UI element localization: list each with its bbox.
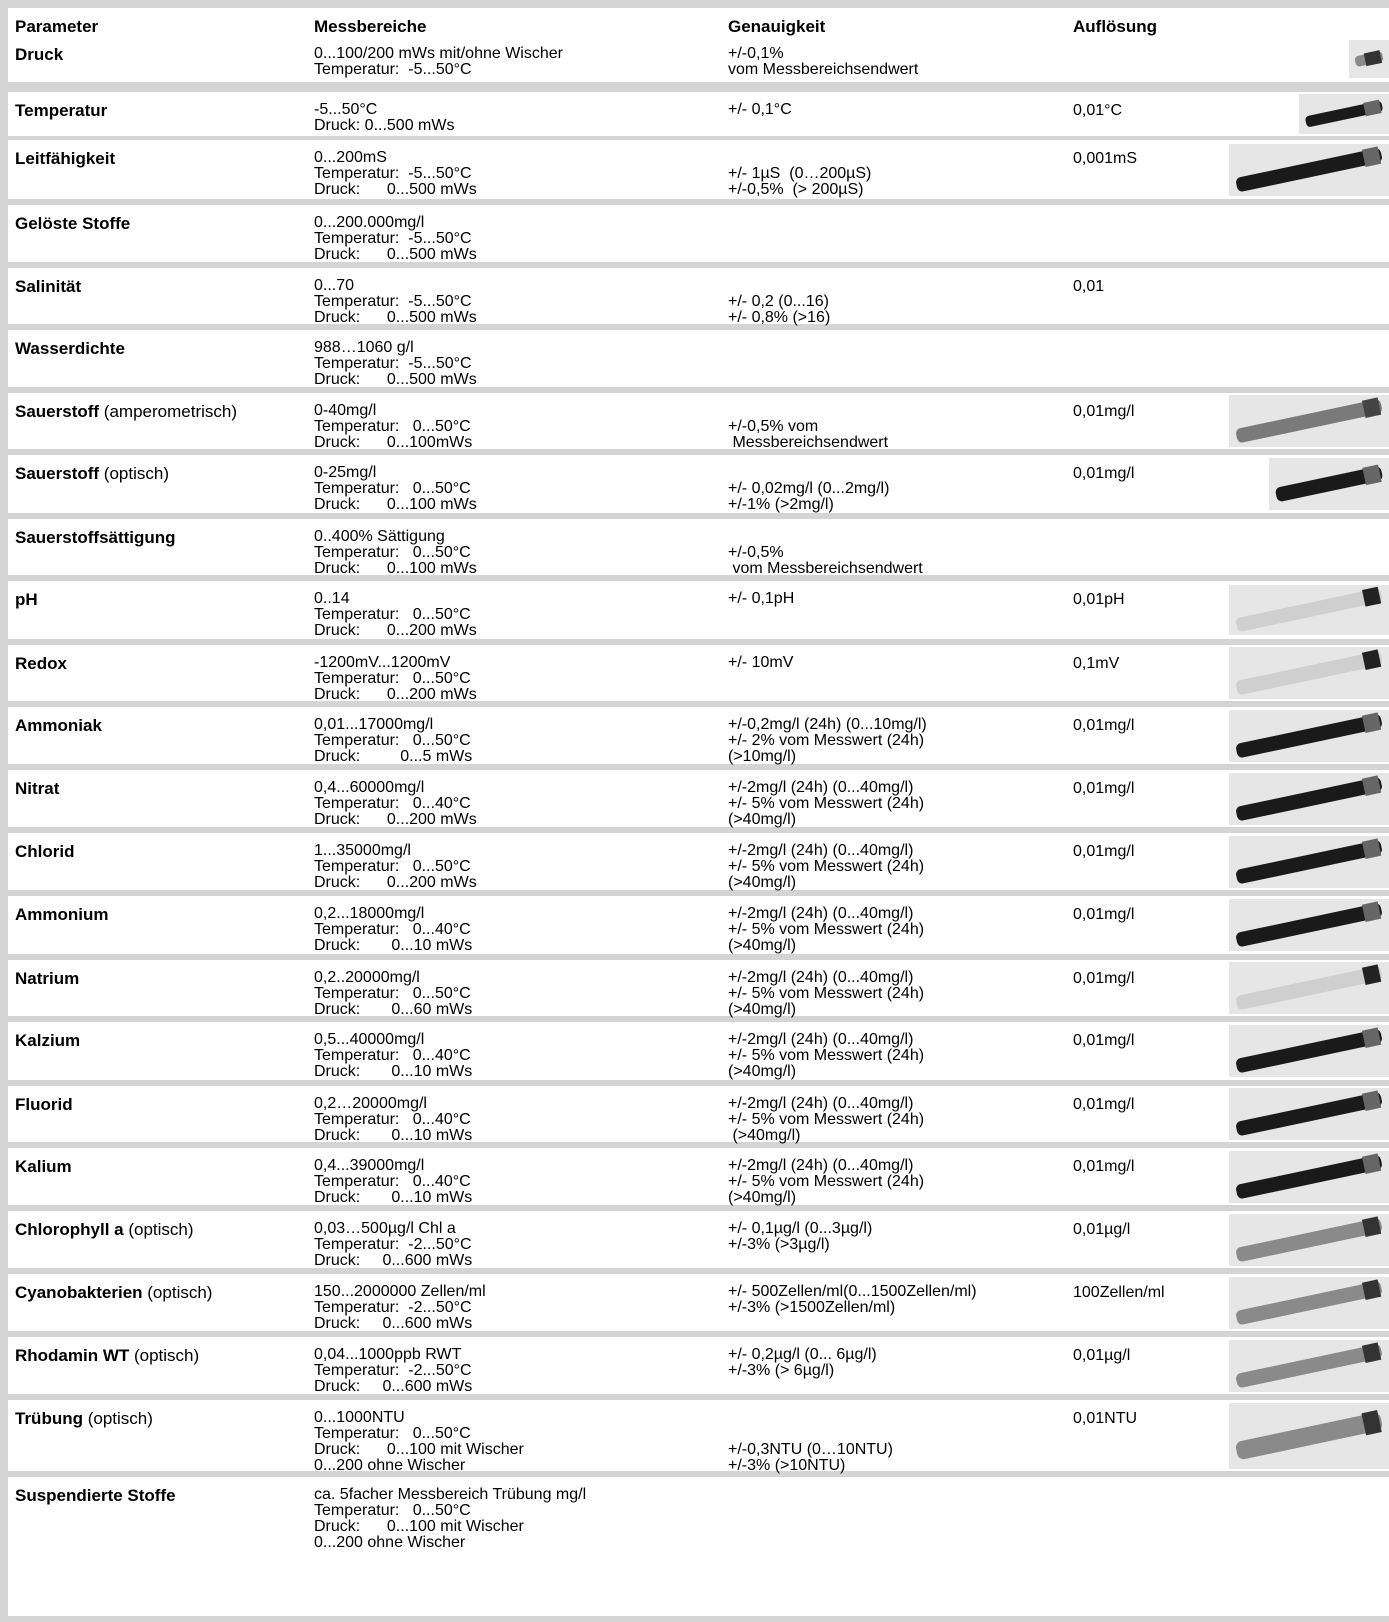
accuracy xyxy=(728,268,1058,326)
range-line: Druck: 0...100 mit Wischer xyxy=(314,1441,524,1458)
range-line: Druck: 0...200 mWs xyxy=(314,811,477,828)
parameter-name xyxy=(15,770,295,798)
parameter-qualifier: (optisch) xyxy=(82,1409,153,1428)
range-line: Druck: 0...200 mWs xyxy=(314,622,477,639)
parameter-label: Temperatur xyxy=(15,101,108,120)
table-row xyxy=(8,1211,1389,1268)
range-line: 0...200.000mg/l xyxy=(314,214,425,231)
parameter-label: Kalzium xyxy=(15,1031,81,1050)
range-line: -1200mV...1200mV xyxy=(314,654,451,671)
parameter-label: Suspendierte Stoffe xyxy=(15,1486,176,1505)
accuracy-line: +/- 5% vom Messwert (24h) xyxy=(728,858,925,875)
calcium-sensor-icon xyxy=(1229,1025,1389,1077)
chloride-sensor-icon xyxy=(1229,836,1389,888)
accuracy xyxy=(728,1477,1058,1487)
parameter-name xyxy=(15,1086,295,1114)
accuracy-line: +/-2mg/l (24h) (0...40mg/l) xyxy=(728,1031,914,1048)
parameter-name xyxy=(15,960,295,988)
range-line: 988…1060 g/l xyxy=(314,339,414,356)
measuring-range xyxy=(314,36,714,78)
resolution xyxy=(1073,330,1223,340)
parameter-name xyxy=(15,455,295,483)
range-line: Temperatur: 0...50°C xyxy=(314,418,471,435)
range-line: 0,2..20000mg/l xyxy=(314,969,420,986)
range-line: Temperatur: 0...50°C xyxy=(314,670,471,687)
parameter-name xyxy=(15,1148,295,1176)
header-parameter: Parameter xyxy=(15,17,99,36)
accuracy xyxy=(728,140,1058,198)
table-row xyxy=(8,1337,1389,1394)
header-accuracy: Genauigkeit xyxy=(728,17,826,36)
range-line: Temperatur: 0...40°C xyxy=(314,795,471,812)
measuring-range xyxy=(314,960,714,1018)
parameter-qualifier: (optisch) xyxy=(99,464,169,483)
parameter-qualifier: (amperometrisch) xyxy=(99,402,237,421)
range-line: 0...200 ohne Wischer xyxy=(314,1534,466,1551)
parameter-name xyxy=(15,1477,295,1505)
range-line: Druck: 0...500 mWs xyxy=(314,181,477,198)
range-line: Druck: 0...600 mWs xyxy=(314,1252,473,1269)
range-line: 0,4...60000mg/l xyxy=(314,779,425,796)
range-line: Temperatur: 0...50°C xyxy=(314,1502,471,1519)
accuracy-line: +/-0,5% (> 200µS) xyxy=(728,181,864,198)
accuracy-line: Messbereichsendwert xyxy=(728,434,889,451)
table-row xyxy=(8,581,1389,639)
table-row xyxy=(8,707,1389,764)
accuracy xyxy=(728,92,1058,118)
resolution: 0,001mS xyxy=(1073,150,1138,167)
range-line: Temperatur: 0...50°C xyxy=(314,1425,471,1442)
accuracy-line: +/- 5% vom Messwert (24h) xyxy=(728,921,925,938)
resolution: 0,01mg/l xyxy=(1073,465,1135,482)
range-line: Temperatur: 0...40°C xyxy=(314,1111,471,1128)
range-line: 0...70 xyxy=(314,277,355,294)
range-line: 0,04...1000ppb RWT xyxy=(314,1346,462,1363)
accuracy xyxy=(728,36,1058,78)
cyanobacteria-sensor-icon xyxy=(1229,1277,1389,1329)
accuracy xyxy=(728,1337,1058,1379)
accuracy-line: +/- 0,02mg/l (0...2mg/l) xyxy=(728,480,890,497)
range-line: 0...200mS xyxy=(314,149,387,166)
turbidity-sensor-icon xyxy=(1229,1403,1389,1469)
resolution: 0,01NTU xyxy=(1073,1410,1138,1427)
table-header xyxy=(8,8,1389,36)
range-line: 0-40mg/l xyxy=(314,402,377,419)
range-line: Temperatur: 0...50°C xyxy=(314,480,471,497)
fluoride-sensor-icon xyxy=(1229,1088,1389,1140)
parameter-name xyxy=(15,1400,295,1428)
resolution: 0,01mg/l xyxy=(1073,1096,1135,1113)
table-row xyxy=(8,519,1389,575)
accuracy xyxy=(728,1400,1058,1474)
table-row xyxy=(8,1400,1389,1474)
resolution: 0,01mg/l xyxy=(1073,780,1135,797)
range-line: 0...200 ohne Wischer xyxy=(314,1457,466,1474)
accuracy xyxy=(728,707,1058,765)
accuracy-line: +/- 2% vom Messwert (24h) xyxy=(728,732,925,749)
measuring-range xyxy=(314,205,714,263)
range-line: ca. 5facher Messbereich Trübung mg/l xyxy=(314,1486,587,1503)
range-line: Temperatur: -5...50°C xyxy=(314,61,472,78)
accuracy-line: +/- 5% vom Messwert (24h) xyxy=(728,985,925,1002)
accuracy-line: +/-3% (>10NTU) xyxy=(728,1457,846,1474)
temperature-sensor-icon xyxy=(1299,94,1389,134)
parameter-name xyxy=(15,519,295,547)
range-line: Temperatur: 0...50°C xyxy=(314,544,471,561)
parameter-name xyxy=(15,140,295,168)
conductivity-sensor-icon xyxy=(1229,144,1389,196)
accuracy-line: +/- 5% vom Messwert (24h) xyxy=(728,1047,925,1064)
accuracy-line: (>40mg/l) xyxy=(728,874,797,891)
range-line: Druck: 0...100 mit Wischer xyxy=(314,1518,524,1535)
measuring-range xyxy=(314,896,714,954)
measuring-range xyxy=(314,1274,714,1332)
measuring-range xyxy=(314,770,714,828)
parameter-label: Redox xyxy=(15,654,67,673)
parameter-name xyxy=(15,707,295,735)
resolution: 0,01mg/l xyxy=(1073,843,1135,860)
resolution xyxy=(1073,519,1223,529)
table-row xyxy=(8,1022,1389,1080)
resolution: 100Zellen/ml xyxy=(1073,1284,1165,1301)
range-line: Druck: 0...500 mWs xyxy=(314,371,477,388)
measuring-range xyxy=(314,1148,714,1206)
measuring-range xyxy=(314,707,714,765)
parameter-name xyxy=(15,268,295,296)
range-line: 0...100/200 mWs mit/ohne Wischer xyxy=(314,45,563,62)
parameter-name xyxy=(15,92,295,120)
accuracy xyxy=(728,455,1058,513)
measuring-range xyxy=(314,833,714,891)
resolution: 0,01°C xyxy=(1073,102,1123,119)
accuracy-line: +/-2mg/l (24h) (0...40mg/l) xyxy=(728,779,914,796)
range-line: Druck: 0...600 mWs xyxy=(314,1378,473,1395)
accuracy-line: +/- 10mV xyxy=(728,654,794,671)
resolution: 0,01mg/l xyxy=(1073,1158,1135,1175)
pressure-sensor-icon xyxy=(1349,40,1389,78)
accuracy-line: +/- 0,1pH xyxy=(728,590,795,607)
accuracy-line: +/- 0,2 (0...16) xyxy=(728,293,829,310)
parameter-label: Sauerstoff xyxy=(15,402,100,421)
table-row xyxy=(8,140,1389,199)
resolution: 0,01mg/l xyxy=(1073,906,1135,923)
header-range: Messbereiche xyxy=(314,17,427,36)
range-line: 1...35000mg/l xyxy=(314,842,411,859)
measuring-range xyxy=(314,1022,714,1080)
accuracy xyxy=(728,519,1058,577)
accuracy-line: +/- 1µS (0…200µS) xyxy=(728,165,872,182)
range-line: 0,03…500µg/l Chl a xyxy=(314,1220,456,1237)
accuracy-line: (>40mg/l) xyxy=(728,937,797,954)
measuring-range xyxy=(314,1086,714,1144)
parameter-name xyxy=(15,833,295,861)
range-line: 150...2000000 Zellen/ml xyxy=(314,1283,486,1300)
range-line: 0,01...17000mg/l xyxy=(314,716,434,733)
range-line: Druck: 0...10 mWs xyxy=(314,1127,473,1144)
parameter-label: Nitrat xyxy=(15,779,60,798)
accuracy xyxy=(728,960,1058,1018)
parameter-name xyxy=(15,1337,295,1365)
nitrate-sensor-icon xyxy=(1229,773,1389,825)
accuracy-line: +/- 5% vom Messwert (24h) xyxy=(728,1173,925,1190)
resolution: 0,01mg/l xyxy=(1073,403,1135,420)
table-row xyxy=(8,36,1389,82)
table-row xyxy=(8,645,1389,701)
measuring-range xyxy=(314,581,714,639)
parameter-qualifier: (optisch) xyxy=(129,1346,200,1365)
parameter-name xyxy=(15,393,295,421)
range-line: Temperatur: -2...50°C xyxy=(314,1236,472,1253)
range-line: Temperatur: -5...50°C xyxy=(314,293,472,310)
accuracy-line: +/-0,5% vom xyxy=(728,418,819,435)
parameter-label: Natrium xyxy=(15,969,80,988)
accuracy-line: +/-1% (>2mg/l) xyxy=(728,496,834,513)
accuracy-line: +/-3% (> 6µg/l) xyxy=(728,1362,835,1379)
accuracy-line: +/-3% (>1500Zellen/ml) xyxy=(728,1299,896,1316)
range-line: Druck: 0...600 mWs xyxy=(314,1315,473,1332)
accuracy xyxy=(728,645,1058,671)
accuracy-line: +/- 5% vom Messwert (24h) xyxy=(728,795,925,812)
resolution xyxy=(1073,1477,1223,1487)
oxygen-optical-sensor-icon xyxy=(1269,458,1389,510)
accuracy-line: +/- 0,2µg/l (0... 6µg/l) xyxy=(728,1346,877,1363)
table-row xyxy=(8,268,1389,324)
parameter-name xyxy=(15,1022,295,1050)
parameter-label: Chlorophyll a xyxy=(15,1220,124,1239)
rhodamine-sensor-icon xyxy=(1229,1340,1389,1392)
parameter-name xyxy=(15,205,295,233)
accuracy-line: (>40mg/l) xyxy=(728,1189,797,1206)
accuracy-line: +/- 0,8% (>16) xyxy=(728,309,831,326)
resolution xyxy=(1073,36,1223,46)
accuracy xyxy=(728,896,1058,954)
accuracy-line: +/- 500Zellen/ml(0...1500Zellen/ml) xyxy=(728,1283,977,1300)
resolution: 0,1mV xyxy=(1073,655,1120,672)
parameter-label: Sauerstoff xyxy=(15,464,100,483)
accuracy xyxy=(728,1086,1058,1144)
accuracy xyxy=(728,1022,1058,1080)
redox-sensor-icon xyxy=(1229,647,1389,699)
table-row xyxy=(8,770,1389,827)
resolution: 0,01mg/l xyxy=(1073,970,1135,987)
range-line: Temperatur: 0...50°C xyxy=(314,858,471,875)
range-line: Druck: 0...500 mWs xyxy=(314,309,477,326)
accuracy xyxy=(728,1274,1058,1316)
resolution: 0,01µg/l xyxy=(1073,1347,1131,1364)
table-row xyxy=(8,1274,1389,1331)
parameter-label: Rhodamin WT xyxy=(15,1346,130,1365)
parameter-label: Leitfähigkeit xyxy=(15,149,116,168)
accuracy-line: +/-0,3NTU (0…10NTU) xyxy=(728,1441,893,1458)
accuracy xyxy=(728,833,1058,891)
range-line: Temperatur: -5...50°C xyxy=(314,355,472,372)
range-line: 0,2…20000mg/l xyxy=(314,1095,427,1112)
table-row xyxy=(8,455,1389,513)
measuring-range xyxy=(314,330,714,388)
parameter-qualifier: (optisch) xyxy=(123,1220,194,1239)
parameter-name xyxy=(15,1274,295,1302)
range-line: Druck: 0...100mWs xyxy=(314,434,473,451)
accuracy-line: (>40mg/l) xyxy=(728,1001,797,1018)
table-row xyxy=(8,1148,1389,1205)
range-line: 0..400% Sättigung xyxy=(314,528,445,545)
table-row xyxy=(8,1477,1389,1616)
parameter-label: Salinität xyxy=(15,277,82,296)
table-row xyxy=(8,1086,1389,1142)
range-line: 0..14 xyxy=(314,590,350,607)
range-line: Temperatur: -5...50°C xyxy=(314,165,472,182)
accuracy-line: +/-2mg/l (24h) (0...40mg/l) xyxy=(728,969,914,986)
range-line: 0-25mg/l xyxy=(314,464,377,481)
range-line: Druck: 0...500 mWs xyxy=(314,117,455,134)
accuracy-line: +/-2mg/l (24h) (0...40mg/l) xyxy=(728,842,914,859)
accuracy xyxy=(728,1148,1058,1206)
ph-sensor-icon xyxy=(1229,585,1389,635)
table-row xyxy=(8,330,1389,387)
parameter-label: Wasserdichte xyxy=(15,339,125,358)
parameter-label: Druck xyxy=(15,45,64,64)
accuracy xyxy=(728,330,1058,340)
parameter-name xyxy=(15,581,295,609)
parameter-name xyxy=(15,330,295,358)
accuracy-line: +/- 0,1µg/l (0...3µg/l) xyxy=(728,1220,873,1237)
parameter-label: Fluorid xyxy=(15,1095,73,1114)
accuracy-line: +/- 5% vom Messwert (24h) xyxy=(728,1111,925,1128)
table-row xyxy=(8,833,1389,890)
range-line: Druck: 0...10 mWs xyxy=(314,937,473,954)
range-line: Temperatur: 0...40°C xyxy=(314,1047,471,1064)
accuracy-line: vom Messbereichsendwert xyxy=(728,560,923,577)
range-line: Druck: 0...10 mWs xyxy=(314,1189,473,1206)
parameter-name xyxy=(15,896,295,924)
resolution: 0,01pH xyxy=(1073,591,1125,608)
range-line: Temperatur: 0...40°C xyxy=(314,1173,471,1190)
range-line: Temperatur: 0...40°C xyxy=(314,921,471,938)
measuring-range xyxy=(314,1211,714,1269)
accuracy-line: +/-2mg/l (24h) (0...40mg/l) xyxy=(728,1095,914,1112)
range-line: 0...1000NTU xyxy=(314,1409,405,1426)
header-resolution: Auflösung xyxy=(1073,17,1158,36)
table-row xyxy=(8,960,1389,1016)
accuracy-line: +/-0,5% xyxy=(728,544,784,561)
measuring-range xyxy=(314,268,714,326)
accuracy-line: (>10mg/l) xyxy=(728,748,797,765)
range-line: 0,5...40000mg/l xyxy=(314,1031,425,1048)
parameter-label: Kalium xyxy=(15,1157,72,1176)
parameter-name xyxy=(15,36,295,64)
parameter-label: Cyanobakterien xyxy=(15,1283,143,1302)
accuracy xyxy=(728,205,1058,215)
parameter-label: Ammonium xyxy=(15,905,109,924)
measuring-range xyxy=(314,140,714,198)
parameter-name xyxy=(15,1211,295,1239)
range-line: Druck: 0...100 mWs xyxy=(314,560,477,577)
accuracy-line: (>40mg/l) xyxy=(728,1127,801,1144)
accuracy xyxy=(728,1211,1058,1253)
range-line: Temperatur: 0...50°C xyxy=(314,732,471,749)
range-line: Temperatur: 0...50°C xyxy=(314,985,471,1002)
range-line: Druck: 0...5 mWs xyxy=(314,748,473,765)
parameter-qualifier: (optisch) xyxy=(142,1283,213,1302)
range-line: -5...50°C xyxy=(314,101,378,118)
sodium-sensor-icon xyxy=(1229,962,1389,1014)
table-row xyxy=(8,896,1389,954)
accuracy xyxy=(728,770,1058,828)
table-row xyxy=(8,92,1389,136)
parameter-label: Sauerstoffsättigung xyxy=(15,528,176,547)
chlorophyll-sensor-icon xyxy=(1229,1214,1389,1266)
range-line: Temperatur: -2...50°C xyxy=(314,1362,472,1379)
accuracy-line: +/-3% (>3µg/l) xyxy=(728,1236,830,1253)
potassium-sensor-icon xyxy=(1229,1151,1389,1203)
resolution: 0,01mg/l xyxy=(1073,717,1135,734)
resolution: 0,01µg/l xyxy=(1073,1221,1131,1238)
accuracy-line: +/-2mg/l (24h) (0...40mg/l) xyxy=(728,905,914,922)
range-line: Temperatur: -5...50°C xyxy=(314,230,472,247)
ammonium-sensor-icon xyxy=(1229,899,1389,951)
parameter-label: Gelöste Stoffe xyxy=(15,214,131,233)
measuring-range xyxy=(314,1400,714,1474)
resolution xyxy=(1073,205,1223,215)
resolution: 0,01 xyxy=(1073,278,1105,295)
measuring-range xyxy=(314,455,714,513)
range-line: Druck: 0...200 mWs xyxy=(314,874,477,891)
range-line: Druck: 0...200 mWs xyxy=(314,686,477,703)
measuring-range xyxy=(314,519,714,577)
accuracy xyxy=(728,393,1058,451)
parameter-label: Trübung xyxy=(15,1409,83,1428)
range-line: Druck: 0...10 mWs xyxy=(314,1063,473,1080)
measuring-range xyxy=(314,393,714,451)
resolution: 0,01mg/l xyxy=(1073,1032,1135,1049)
measuring-range xyxy=(314,92,714,134)
oxygen-amperometric-sensor-icon xyxy=(1229,395,1389,447)
parameter-label: Chlorid xyxy=(15,842,75,861)
range-line: Temperatur: -2...50°C xyxy=(314,1299,472,1316)
accuracy-line: (>40mg/l) xyxy=(728,1063,797,1080)
table-row xyxy=(8,205,1389,262)
range-line: Druck: 0...100 mWs xyxy=(314,496,477,513)
accuracy-line: (>40mg/l) xyxy=(728,811,797,828)
accuracy-line: +/-0,1% xyxy=(728,45,784,62)
range-line: Temperatur: 0...50°C xyxy=(314,606,471,623)
range-line: Druck: 0...60 mWs xyxy=(314,1001,473,1018)
ammonia-sensor-icon xyxy=(1229,710,1389,762)
accuracy-line: +/- 0,1°C xyxy=(728,101,792,118)
range-line: 0,4...39000mg/l xyxy=(314,1157,425,1174)
table-row xyxy=(8,393,1389,449)
accuracy xyxy=(728,581,1058,607)
range-line: Druck: 0...500 mWs xyxy=(314,246,477,263)
accuracy-line: +/-2mg/l (24h) (0...40mg/l) xyxy=(728,1157,914,1174)
measuring-range xyxy=(314,645,714,703)
parameter-name xyxy=(15,645,295,673)
accuracy-line: +/-0,2mg/l (24h) (0...10mg/l) xyxy=(728,716,927,733)
parameter-label: pH xyxy=(15,590,38,609)
parameter-label: Ammoniak xyxy=(15,716,102,735)
range-line: 0,2...18000mg/l xyxy=(314,905,425,922)
measuring-range xyxy=(314,1337,714,1395)
measuring-range xyxy=(314,1477,714,1551)
accuracy-line: vom Messbereichsendwert xyxy=(728,61,919,78)
